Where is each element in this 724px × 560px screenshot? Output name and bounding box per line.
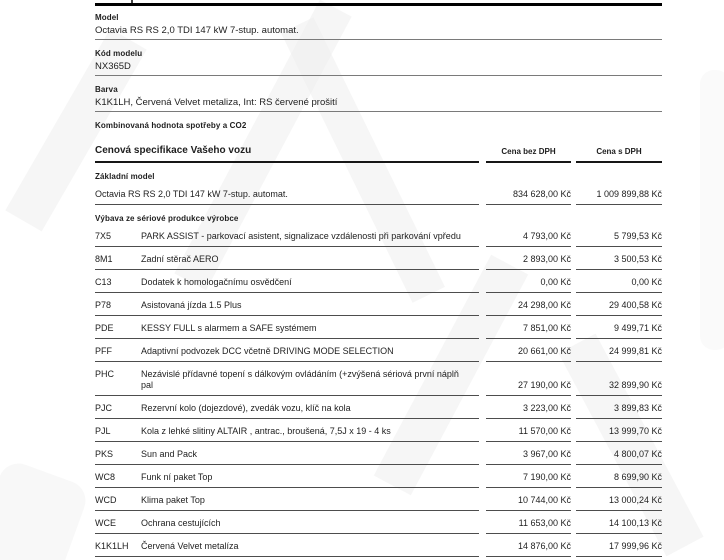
table-row bbox=[95, 362, 662, 396]
table-row bbox=[95, 396, 662, 419]
option-code: WC8 bbox=[95, 472, 115, 482]
vehicle-fields bbox=[95, 13, 662, 112]
option-code: PHC bbox=[95, 369, 115, 379]
field-value: Octavia RS RS 2,0 TDI 147 kW 7-stup. automat. bbox=[95, 25, 662, 40]
section-heading: Výbava ze sériové produkce výrobce bbox=[95, 214, 239, 223]
option-code: 8M1 bbox=[95, 254, 113, 264]
table-row bbox=[95, 339, 662, 362]
field-label: Model bbox=[95, 13, 119, 22]
option-code: PJL bbox=[95, 426, 111, 436]
option-code: K1K1LH bbox=[95, 541, 129, 551]
row-main-cell bbox=[95, 362, 479, 396]
price-net: 3 967,00 Kč bbox=[486, 442, 571, 465]
field-value: NX365D bbox=[95, 61, 662, 76]
option-code: PFF bbox=[95, 346, 112, 356]
table-section bbox=[95, 214, 662, 557]
option-code: P78 bbox=[95, 300, 112, 310]
field-value: K1K1LH, Červená Velvet metaliza, Int: RS červené prošití bbox=[95, 97, 662, 112]
table-row bbox=[95, 442, 662, 465]
row-main-cell bbox=[95, 224, 479, 247]
price-table-title: Cenová specifikace Vašeho vozu bbox=[95, 145, 479, 163]
table-row bbox=[95, 511, 662, 534]
price-net: 24 298,00 Kč bbox=[486, 293, 571, 316]
price-table bbox=[95, 145, 662, 557]
price-net: 0,00 Kč bbox=[486, 270, 571, 293]
price-net: 3 223,00 Kč bbox=[486, 396, 571, 419]
table-row bbox=[95, 293, 662, 316]
price-net: 834 628,00 Kč bbox=[486, 182, 571, 205]
vehicle-field bbox=[95, 85, 662, 112]
price-gross: 24 999,81 Kč bbox=[576, 339, 662, 362]
option-code: WCE bbox=[95, 518, 116, 528]
price-gross: 14 100,13 Kč bbox=[576, 511, 662, 534]
row-main-cell bbox=[95, 419, 479, 442]
option-description: Kola z lehké slitiny ALTAIR , antrac., broušená, 7,5J x 19 - 4 ks bbox=[141, 426, 391, 436]
option-description: Rezervní kolo (dojezdové), zvedák vozu, klíč na kola bbox=[141, 403, 351, 413]
row-main-cell bbox=[95, 465, 479, 488]
price-net: 7 190,00 Kč bbox=[486, 465, 571, 488]
price-gross: 32 899,90 Kč bbox=[576, 362, 662, 396]
column-header-gross: Cena s DPH bbox=[576, 145, 662, 163]
price-gross: 13 999,70 Kč bbox=[576, 419, 662, 442]
table-section bbox=[95, 172, 662, 205]
vehicle-field bbox=[95, 13, 662, 40]
table-row bbox=[95, 419, 662, 442]
option-code: C13 bbox=[95, 277, 112, 287]
price-gross: 3 899,83 Kč bbox=[576, 396, 662, 419]
price-net: 14 876,00 Kč bbox=[486, 534, 571, 557]
price-table-header bbox=[95, 145, 662, 163]
option-description: Dodatek k homologačnímu osvědčení bbox=[141, 277, 292, 287]
price-gross: 1 009 899,88 Kč bbox=[576, 182, 662, 205]
option-description: Ochrana cestujících bbox=[141, 518, 221, 528]
option-description: Nezávislé přídavné topení s dálkovým ovládáním (+zvýšená sériová první náplň pal bbox=[141, 369, 459, 390]
row-main-cell bbox=[95, 396, 479, 419]
option-code: PJC bbox=[95, 403, 113, 413]
row-main-cell bbox=[95, 293, 479, 316]
price-gross: 5 799,53 Kč bbox=[576, 224, 662, 247]
option-description: Červená Velvet metalíza bbox=[141, 541, 239, 551]
row-main-cell bbox=[95, 339, 479, 362]
option-description: KESSY FULL s alarmem a SAFE systémem bbox=[141, 323, 317, 333]
option-code: WCD bbox=[95, 495, 117, 505]
price-gross: 0,00 Kč bbox=[576, 270, 662, 293]
price-gross: 3 500,53 Kč bbox=[576, 247, 662, 270]
price-net: 4 793,00 Kč bbox=[486, 224, 571, 247]
price-net: 11 653,00 Kč bbox=[486, 511, 571, 534]
option-code: PKS bbox=[95, 449, 114, 459]
table-row bbox=[95, 247, 662, 270]
consumption-label: Kombinovaná hodnota spotřeby a CO2 bbox=[95, 121, 247, 130]
price-gross: 17 999,96 Kč bbox=[576, 534, 662, 557]
row-main-cell bbox=[95, 247, 479, 270]
row-main-cell bbox=[95, 270, 479, 293]
price-gross: 4 800,07 Kč bbox=[576, 442, 662, 465]
option-description: Asistovaná jízda 1.5 Plus bbox=[141, 300, 242, 310]
price-net: 7 851,00 Kč bbox=[486, 316, 571, 339]
price-gross: 13 000,24 Kč bbox=[576, 488, 662, 511]
column-header-net: Cena bez DPH bbox=[486, 145, 571, 163]
price-gross: 29 400,58 Kč bbox=[576, 293, 662, 316]
option-description: Klima paket Top bbox=[141, 495, 205, 505]
option-description: Funk ní paket Top bbox=[141, 472, 213, 482]
row-main-cell bbox=[95, 511, 479, 534]
price-gross: 8 699,90 Kč bbox=[576, 465, 662, 488]
price-net: 2 893,00 Kč bbox=[486, 247, 571, 270]
price-net: 11 570,00 Kč bbox=[486, 419, 571, 442]
row-main-cell bbox=[95, 534, 479, 557]
table-row bbox=[95, 182, 662, 205]
option-description: PARK ASSIST - parkovací asistent, signalizace vzdálenosti při parkování vpředu bbox=[141, 231, 461, 241]
table-row bbox=[95, 534, 662, 557]
row-main-cell bbox=[95, 316, 479, 339]
table-row bbox=[95, 488, 662, 511]
table-row bbox=[95, 316, 662, 339]
field-label: Barva bbox=[95, 85, 118, 94]
option-description: Zadní stěrač AERO bbox=[141, 254, 219, 264]
section-heading: Základní model bbox=[95, 172, 155, 181]
row-main-cell bbox=[95, 442, 479, 465]
table-row bbox=[95, 224, 662, 247]
top-divider bbox=[95, 3, 662, 6]
option-code: 7X5 bbox=[95, 231, 112, 241]
price-net: 10 744,00 Kč bbox=[486, 488, 571, 511]
field-label: Kód modelu bbox=[95, 49, 143, 58]
price-table-body bbox=[95, 172, 662, 557]
price-net: 27 190,00 Kč bbox=[486, 362, 571, 396]
table-row bbox=[95, 465, 662, 488]
table-row bbox=[95, 270, 662, 293]
row-main-cell bbox=[95, 488, 479, 511]
row-main-cell bbox=[95, 182, 479, 205]
option-code: PDE bbox=[95, 323, 114, 333]
option-description: Sun and Pack bbox=[141, 449, 198, 459]
option-description: Octavia RS RS 2,0 TDI 147 kW 7-stup. automat. bbox=[95, 189, 288, 199]
price-gross: 9 499,71 Kč bbox=[576, 316, 662, 339]
price-net: 20 661,00 Kč bbox=[486, 339, 571, 362]
vehicle-field bbox=[95, 49, 662, 76]
option-description: Adaptivní podvozek DCC včetně DRIVING MODE SELECTION bbox=[141, 346, 394, 356]
